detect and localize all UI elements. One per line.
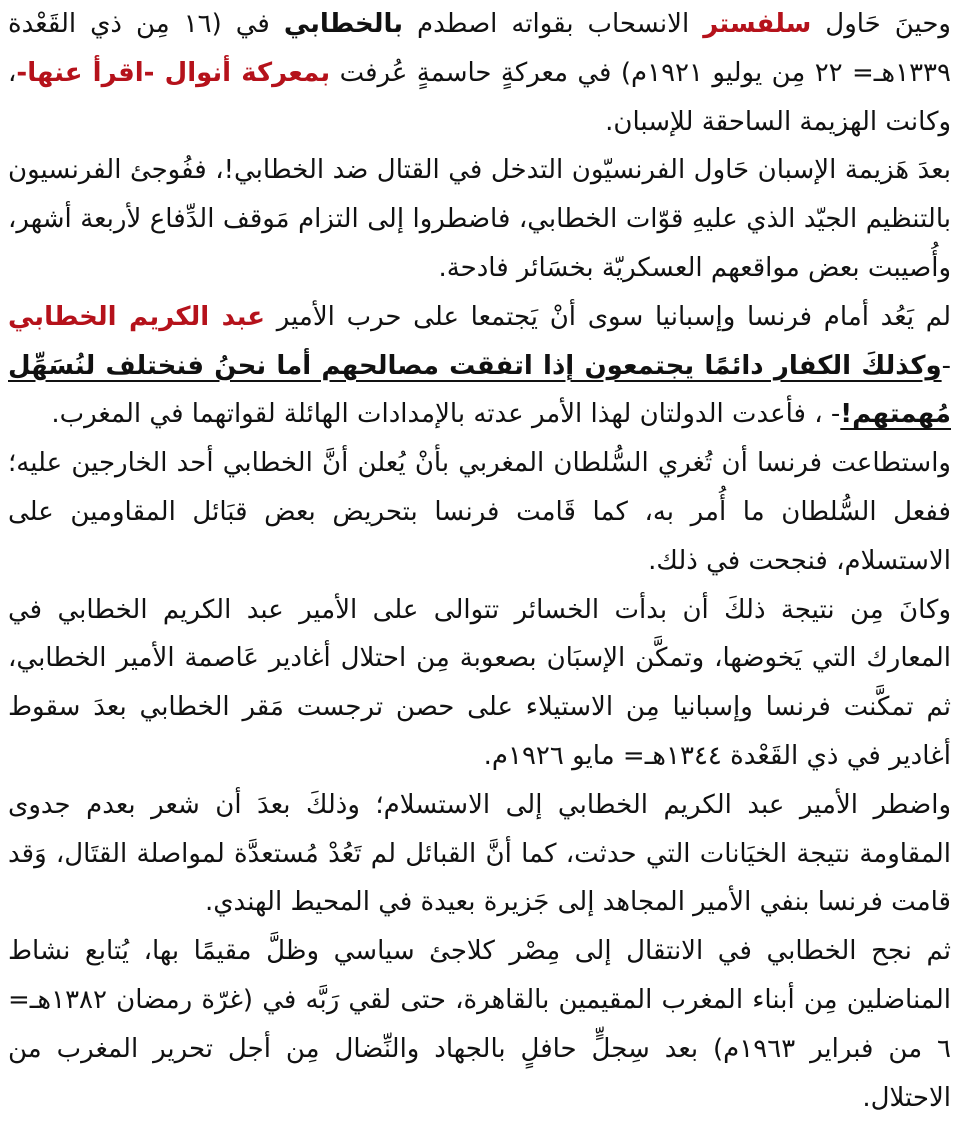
text-segment: وحينَ حَاول	[811, 9, 951, 39]
name-khattabi: بالخطابي	[283, 9, 404, 39]
text-segment: الانسحاب بقواته اصطدم	[403, 9, 704, 39]
paragraph-losses: وكانَ مِن نتيجة ذلكَ أن بدأت الخسائر تتوالى على الأمير عبد الكريم الخطابي في المعارك التي يَخوضها، وتمكَّن الإسبَان بصعوبة مِن احتلال أغادير عَاصمة الأمير الخطابي، ثم تمكَّنت فرنسا وإسبانيا مِن الاستيلاء على حصن ترجست مَقر الخطابي بعدَ سقوط أغادير في ذي القَعْدة ١٣٤٤هـ= مايو ١٩٢٦م.	[8, 594, 951, 771]
paragraph-alliance	[8, 293, 951, 439]
emphasis-quote: وكذلكَ الكفار دائمًا يجتمعون إذا اتفقت مصالحهم أما نحنُ فنختلف لنُسَهِّل مُهمتهم!	[8, 350, 951, 430]
paragraph-sultan: واستطاعت فرنسا أن تُغري السُّلطان المغربي بأنْ يُعلن أنَّ الخطابي أحد الخارجين عليه؛ ففعل السُّلطان ما أُمر به، كما قَامت فرنسا بتحريض بعض قبَائل المقاومين على الاستسلام، فنجحت في ذلك.	[8, 448, 951, 576]
text-segment: - ، فأعدت الدولتان لهذا الأمر عدته بالإمدادات الهائلة لقواتهما في المغرب.	[51, 399, 841, 430]
paragraph-surrender: واضطر الأمير عبد الكريم الخطابي إلى الاستسلام؛ وذلكَ بعدَ أن شعر بعدم جدوى المقاومة نتيجة الخيَانات التي حدثت، كما أنَّ القبائل لم تَعُدْ مُستعدَّة لمواصلة القتَال، وَقد قامت فرنسا بنفي الأمير المجاهد إلى جَزيرة بعيدة في المحيط الهندي.	[8, 789, 951, 918]
text-segment: -	[941, 350, 951, 381]
paragraph-french-intervention: بعدَ هَزيمة الإسبان حَاول الفرنسيّون التدخل في القتال ضد الخطابي!، ففُوجئ الفرنسيون بالتنظيم الجيّد الذي عليهِ قوّات الخطابي، فاضطروا إلى التزام مَوقف الدِّفاع لأربعة أشهر، وأُصيبت بعض مواقعهم العسكريّة بخسَائر فادحة.	[8, 155, 951, 283]
paragraph-anwal-battle	[8, 0, 951, 146]
paragraph-egypt: ثم نجح الخطابي في الانتقال إلى مِصْر كلاجئ سياسي وظلَّ مقيمًا بها، يُتابع نشاط المناضلين مِن أبناء المغرب المقيمين بالقاهرة، حتى لقي رَبَّه في (غرّة رمضان ١٣٨٢هـ= ٦ من فبراير ١٩٦٣م) بعد سِجلٍّ حافلٍ بالجهاد والنِّضال مِن أجل تحرير المغرب من الاحتلال.	[8, 936, 951, 1113]
name-silvestre: سلفستر	[703, 9, 812, 39]
text-segment: ، وكانت الهزيمة الساحقة للإسبان.	[8, 57, 951, 137]
name-abdelkrim: عبد الكريم الخطابي	[8, 301, 266, 332]
text-segment: في (١٦ مِن ذي القَعْدة ١٣٣٩هـ= ٢٢ مِن يوليو ١٩٢١م) في معركةٍ حاسمةٍ عُرفت	[8, 9, 951, 88]
link-anwal-battle[interactable]: بمعركة أنوال -اقرأ عنها-	[16, 57, 331, 88]
text-segment: لم يَعُد أمام فرنسا وإسبانيا سوى أنْ يَجتمعا على حرب الأمير	[265, 301, 951, 332]
